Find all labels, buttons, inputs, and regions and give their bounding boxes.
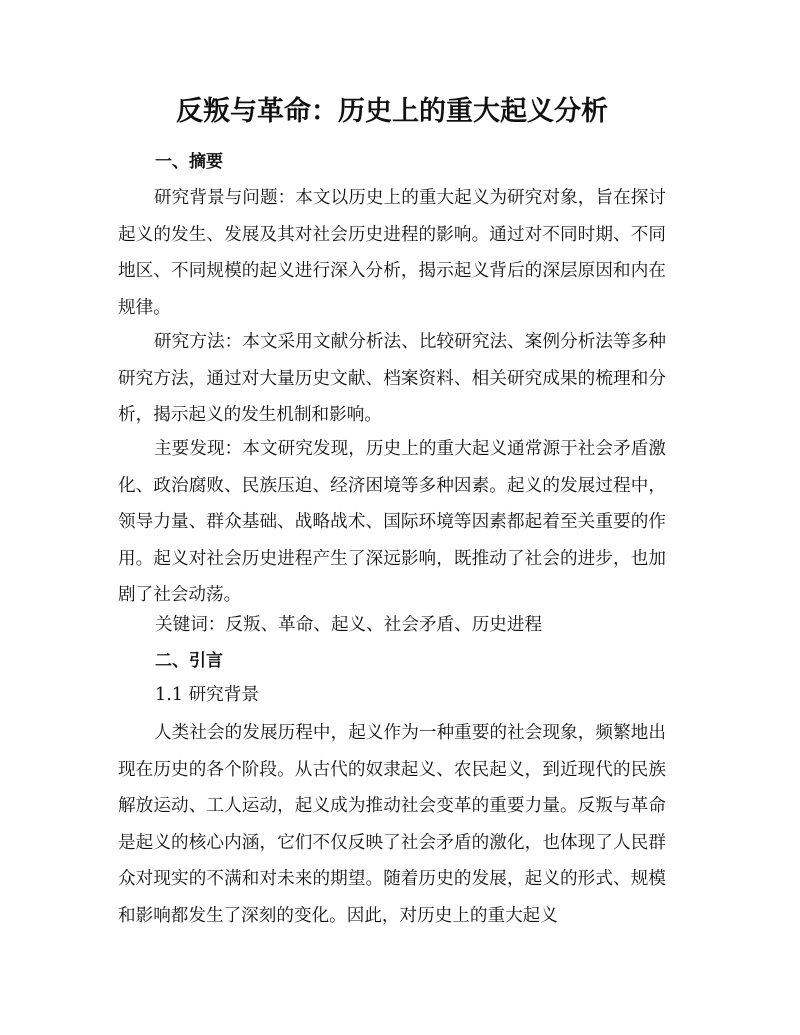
paragraph-introduction: 人类社会的发展历程中，起义作为一种重要的社会现象，频繁地出现在历史的各个阶段。从古代的奴隶起义、农民起义，到近现代的民族解放运动、工人运动，起义成为推动社会变革的重要力量。反叛与革命是起义的核心内涵，它们不仅反映了社会矛盾的激化，也体现了人民群众对现实的不满和对未来的期望。随着历史的发展，起义的形式、规模和影响都发生了深刻的变化。因此，对历史上的重大起义 bbox=[118, 723, 666, 926]
paragraph-research-methods: 研究方法：本文采用文献分析法、比较研究法、案例分析法等多种研究方法，通过对大量历史文献、档案资料、相关研究成果的梳理和分析，揭示起义的发生机制和影响。 bbox=[118, 332, 666, 425]
section-heading-abstract: 一、摘要 bbox=[155, 152, 223, 172]
keywords-line: 关键词：反叛、革命、起义、社会矛盾、历史进程 bbox=[155, 615, 543, 635]
paragraph-research-background: 研究背景与问题：本文以历史上的重大起义为研究对象，旨在探讨起义的发生、发展及其对社会历史进程的影响。通过对不同时期、不同地区、不同规模的起义进行深入分析，揭示起义背后的深层原因和内在规律。 bbox=[118, 188, 666, 318]
subsection-heading-research-background: 1.1 研究背景 bbox=[155, 685, 259, 705]
section-heading-introduction: 二、引言 bbox=[155, 651, 223, 671]
document-title: 反叛与革命：历史上的重大起义分析 bbox=[176, 96, 608, 127]
paragraph-main-findings: 主要发现：本文研究发现，历史上的重大起义通常源于社会矛盾激化、政治腐败、民族压迫、经济困境等多种因素。起义的发展过程中，领导力量、群众基础、战略战术、国际环境等因素都起着至关重要的作用。起义对社会历史进程产生了深远影响，既推动了社会的进步，也加剧了社会动荡。 bbox=[118, 439, 666, 605]
